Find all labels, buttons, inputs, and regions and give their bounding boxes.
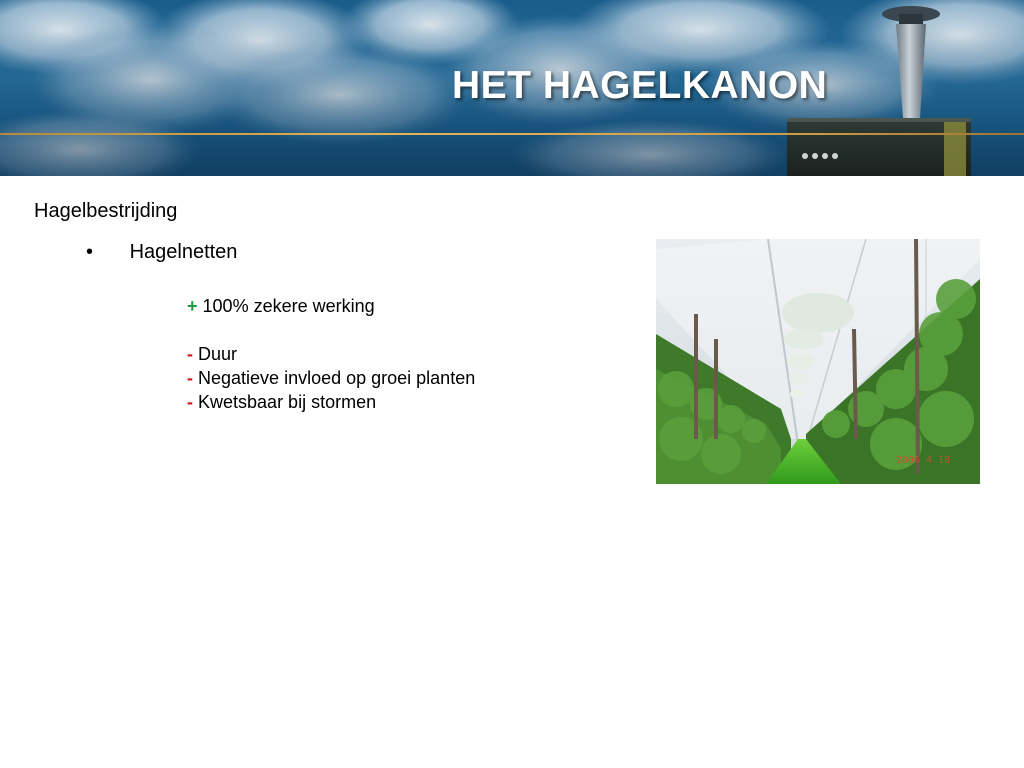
con-text: Negatieve invloed op groei planten	[198, 368, 476, 388]
con-text: Kwetsbaar bij stormen	[198, 392, 377, 412]
pro-text: 100% zekere werking	[202, 296, 375, 316]
pro-item	[187, 294, 475, 318]
minus-icon: -	[187, 368, 193, 388]
con-item	[187, 390, 475, 414]
minus-icon: -	[187, 344, 193, 364]
orchard-image	[656, 239, 980, 484]
bullet-label: Hagelnetten	[129, 241, 238, 263]
section-heading: Hagelbestrijding	[34, 200, 178, 222]
banner-gold-line	[0, 133, 1024, 135]
hail-net-orchard-photo	[656, 239, 980, 484]
header-banner	[0, 0, 1024, 176]
bullet-dot-icon: •	[86, 241, 94, 263]
photo-date-stamp: 2006 4 18	[895, 455, 950, 466]
con-item	[187, 342, 475, 366]
plus-icon: +	[187, 296, 198, 316]
con-text: Duur	[198, 344, 238, 364]
list-spacer	[187, 318, 475, 342]
bullet-item	[86, 241, 237, 264]
minus-icon: -	[187, 392, 193, 412]
pros-cons-list	[187, 294, 475, 414]
slide-title: HET HAGELKANON	[452, 64, 828, 107]
con-item	[187, 366, 475, 390]
